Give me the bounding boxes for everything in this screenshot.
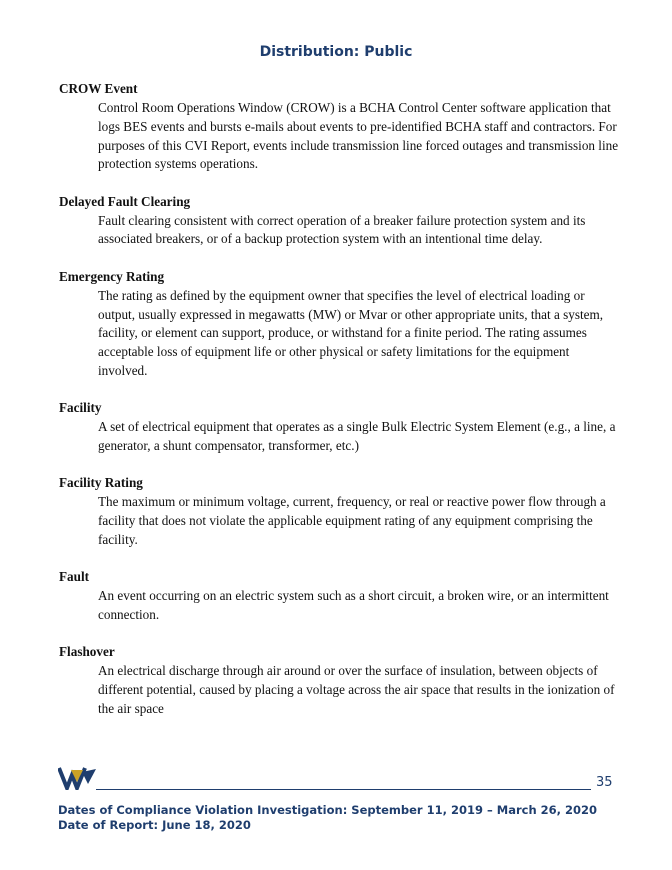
glossary-definition: An electrical discharge through air around or over the surface of insulation, between objects of different potential, caused by placing a voltage across the air space that results in the ionization of the air space: [98, 663, 615, 716]
glossary-term: Facility: [59, 400, 102, 416]
glossary-definition: A set of electrical equipment that operates as a single Bulk Electric System Element (e.g., a line, a generator, a shunt compensator, transformer, etc.): [98, 419, 616, 454]
glossary-term: CROW Event: [59, 81, 138, 96]
glossary-entry: [59, 474, 619, 549]
investigation-dates: Dates of Compliance Violation Investigation: September 11, 2019 – March 26, 2020: [58, 803, 598, 817]
page-number: 35: [596, 775, 613, 790]
report-date: Date of Report: June 18, 2020: [58, 818, 251, 832]
glossary-definition: The rating as defined by the equipment owner that specifies the level of electrical loading or output, usually expressed in megawatts (MW) or Mvar or other appropriate units, that a system, facility, or element can support, produce, or withstand for a finite period. The rating assumes acceptable loss of equipment life or other physical or safety limitations for the equipment involved.: [98, 287, 604, 378]
glossary-definition: Fault clearing consistent with correct operation of a breaker failure protection system and its associated breakers, or of a backup protection system with an intentional time delay.: [98, 212, 586, 247]
glossary-definition: The maximum or minimum voltage, current, frequency, or real or reactive power flow through a facility that does not violate the applicable equipment rating of any equipment comprising the facility.: [98, 494, 606, 547]
glossary-entry: [59, 643, 619, 718]
glossary-term: Facility Rating: [59, 475, 143, 491]
glossary-term: Flashover: [59, 644, 115, 660]
glossary-entry: [59, 193, 619, 250]
glossary-term: Fault: [59, 569, 90, 585]
glossary-entry: [59, 268, 619, 381]
glossary-entry: [59, 80, 619, 174]
glossary-entry: [59, 568, 619, 625]
distribution-header: Distribution: Public: [259, 44, 413, 60]
glossary-term: Emergency Rating: [59, 268, 165, 284]
glossary-entry: [59, 399, 619, 456]
glossary-term: Delayed Fault Clearing: [59, 193, 191, 209]
footer-rule: [96, 789, 591, 790]
glossary: [59, 80, 619, 737]
company-logo-icon: [58, 766, 98, 790]
glossary-definition: An event occurring on an electric system such as a short circuit, a broken wire, or an intermittent connection.: [98, 588, 609, 623]
glossary-definition: Control Room Operations Window (CROW) is a BCHA Control Center software application that logs BES events and bursts e-mails about events to pre-identified BCHA staff and contractors. For purposes of this CVI Report, events include transmission line forced outages and transmission line protection systems operations.: [98, 100, 619, 172]
footer-text: [58, 803, 597, 833]
